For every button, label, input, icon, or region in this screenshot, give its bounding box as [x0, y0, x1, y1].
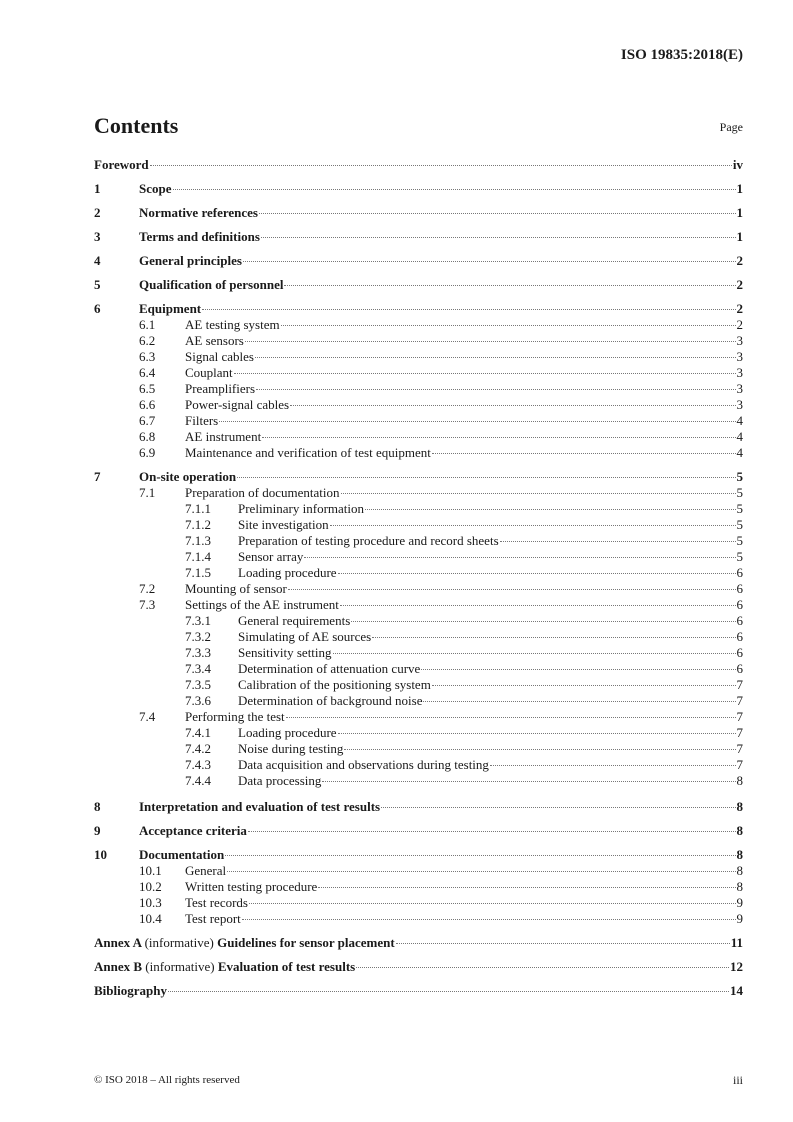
toc-entry-title-text: Couplant: [185, 365, 233, 380]
toc-entry[interactable]: [94, 757, 743, 773]
toc-entry-title: [185, 445, 431, 461]
dot-leader: [237, 477, 735, 478]
toc-entry-title-text: Preliminary information: [238, 501, 365, 516]
toc-entry-page: 11: [730, 935, 743, 950]
toc-entry-title: [185, 397, 289, 413]
toc-entry-page: iv: [732, 157, 743, 172]
dot-leader: [249, 903, 736, 904]
toc-entry-title-text: Foreword: [94, 157, 149, 172]
table-of-contents: [94, 157, 743, 999]
dot-leader: [333, 653, 736, 654]
toc-entry-number: 7.4: [139, 709, 156, 724]
toc-entry[interactable]: [94, 597, 743, 613]
page-column-label: Page: [719, 120, 743, 134]
toc-entry-title: [139, 205, 258, 221]
toc-entry-title: [139, 277, 283, 293]
toc-entry-page: 6: [736, 581, 743, 596]
dot-leader: [322, 781, 735, 782]
toc-entry-title: [94, 935, 395, 951]
toc-entry-title-text: On-site operation: [139, 469, 237, 484]
dot-leader: [255, 357, 736, 358]
toc-entry-title: [238, 677, 431, 693]
toc-entry-number: 7.1.1: [185, 501, 211, 516]
toc-entry-page: 4: [736, 429, 743, 444]
dot-leader: [288, 589, 736, 590]
toc-entry[interactable]: [94, 485, 743, 501]
toc-entry-title-text: AE testing system: [185, 317, 280, 332]
dot-leader: [432, 685, 736, 686]
toc-entry-title: [94, 983, 167, 999]
toc-entry-page: 6: [736, 645, 743, 660]
dot-leader: [281, 325, 736, 326]
toc-entry-page: 8: [736, 773, 743, 788]
dot-leader: [245, 341, 736, 342]
toc-entry-page: 8: [736, 799, 743, 814]
dot-leader: [341, 493, 736, 494]
toc-entry-title: [238, 757, 489, 773]
toc-entry-title: [185, 317, 280, 333]
toc-entry-title-text: Data acquisition and observations during testing: [238, 757, 489, 772]
toc-entry-page: 2: [736, 301, 743, 316]
toc-entry-page: 5: [736, 485, 743, 500]
document-id: ISO 19835:2018(E): [620, 47, 743, 63]
dot-leader: [318, 887, 735, 888]
toc-entry-title-text: Settings of the AE instrument: [185, 597, 339, 612]
toc-entry[interactable]: [94, 581, 743, 597]
toc-entry-title: [185, 863, 226, 879]
toc-entry-title-text: Mounting of sensor: [185, 581, 287, 596]
toc-entry-title-text: Calibration of the positioning system: [238, 677, 431, 692]
toc-entry-page: 9: [736, 911, 743, 926]
toc-entry-title: [185, 597, 339, 613]
dot-leader: [490, 765, 736, 766]
toc-entry-title-text: Noise during testing: [238, 741, 344, 756]
dot-leader: [338, 733, 736, 734]
toc-entry-page: 8: [736, 823, 743, 838]
dot-leader: [202, 309, 735, 310]
toc-entry-title-text: Preparation of testing procedure and record sheets: [238, 533, 499, 548]
toc-entry[interactable]: [94, 253, 743, 269]
toc-entry[interactable]: [94, 863, 743, 879]
toc-entry-number: 5: [94, 277, 101, 292]
toc-entry-title-text: Documentation: [139, 847, 225, 862]
toc-entry[interactable]: [94, 725, 743, 741]
toc-entry[interactable]: [94, 773, 743, 789]
toc-entry-title: [185, 485, 340, 501]
toc-entry-title-text: Qualification of personnel: [139, 277, 284, 292]
toc-entry-title: [139, 799, 380, 815]
dot-leader: [356, 967, 729, 968]
toc-entry-page: 6: [736, 661, 743, 676]
toc-entry-title: [238, 549, 303, 565]
toc-entry-title-text: Preparation of documentation: [185, 485, 340, 500]
toc-entry-page: 7: [736, 741, 743, 756]
toc-entry-number: 10.2: [139, 879, 162, 894]
page-number: iii: [732, 1073, 743, 1087]
toc-entry-page: 2: [736, 277, 743, 292]
toc-entry-page: 4: [736, 445, 743, 460]
toc-entry[interactable]: [94, 677, 743, 693]
toc-entry-title: [185, 895, 248, 911]
toc-entry-title-text: Site investigation: [238, 517, 329, 532]
dot-leader: [150, 165, 732, 166]
toc-entry-page: 1: [736, 205, 743, 220]
toc-entry-title-text: Preamplifiers: [185, 381, 256, 396]
toc-entry[interactable]: [94, 565, 743, 581]
toc-entry-page: 3: [736, 333, 743, 348]
toc-entry-number: 8: [94, 799, 101, 814]
toc-entry-title-text: Data processing: [238, 773, 322, 788]
toc-entry-page: 3: [736, 349, 743, 364]
toc-entry-number: 7.4.2: [185, 741, 211, 756]
toc-entry-number: 7.1.3: [185, 533, 211, 548]
toc-entry-number: 7.4.4: [185, 773, 211, 788]
toc-entry-page: 5: [736, 517, 743, 532]
toc-entry[interactable]: [94, 205, 743, 221]
toc-entry[interactable]: [94, 317, 743, 333]
toc-entry-number: 6.5: [139, 381, 156, 396]
dot-leader: [432, 453, 736, 454]
toc-entry[interactable]: [94, 469, 743, 485]
dot-leader: [173, 189, 736, 190]
toc-entry[interactable]: [94, 661, 743, 677]
toc-entry-page: 3: [736, 397, 743, 412]
toc-entry-title: [238, 725, 337, 741]
toc-entry-number: 10: [94, 847, 107, 862]
toc-entry-title: [139, 181, 172, 197]
dot-leader: [344, 749, 735, 750]
toc-entry-title-text: Acceptance criteria: [139, 823, 247, 838]
toc-entry[interactable]: [94, 445, 743, 461]
dot-leader: [365, 509, 735, 510]
toc-entry-title: [94, 959, 355, 975]
toc-entry-title: [238, 629, 371, 645]
toc-entry-page: 14: [730, 983, 743, 998]
toc-entry-page: 6: [736, 597, 743, 612]
toc-entry-title: [185, 349, 254, 365]
toc-entry-number: 7.4.1: [185, 725, 211, 740]
toc-entry-title-text: Determination of attenuation curve: [238, 661, 421, 676]
toc-entry-page: 3: [736, 365, 743, 380]
toc-entry-title-text: General: [185, 863, 227, 878]
toc-entry[interactable]: [94, 301, 743, 317]
toc-entry-number: 2: [94, 205, 101, 220]
toc-entry[interactable]: [94, 741, 743, 757]
toc-entry[interactable]: [94, 181, 743, 197]
annex-note: (informative): [144, 935, 214, 950]
annex-label: Annex B: [94, 959, 143, 974]
toc-entry[interactable]: [94, 847, 743, 863]
dot-leader: [227, 871, 735, 872]
toc-entry-title-text: Bibliography: [94, 983, 167, 998]
toc-entry[interactable]: [94, 799, 743, 815]
toc-entry-number: 7.3.4: [185, 661, 211, 676]
dot-leader: [284, 285, 735, 286]
toc-entry[interactable]: [94, 693, 743, 709]
toc-entry-number: 7.3: [139, 597, 156, 612]
toc-entry-title-text: Sensor array: [238, 549, 304, 564]
toc-entry-number: 10.4: [139, 911, 162, 926]
dot-leader: [248, 831, 736, 832]
toc-entry-number: 6.6: [139, 397, 156, 412]
toc-entry-number: 3: [94, 229, 101, 244]
toc-entry[interactable]: [94, 823, 743, 839]
toc-entry-page: 2: [736, 253, 743, 268]
toc-entry-number: 7.3.2: [185, 629, 211, 644]
toc-entry[interactable]: [94, 229, 743, 245]
dot-leader: [423, 701, 735, 702]
toc-entry-number: 10.1: [139, 863, 162, 878]
toc-entry-title-text: Equipment: [139, 301, 202, 316]
dot-leader: [219, 421, 735, 422]
toc-entry-title: [185, 413, 218, 429]
toc-entry-title: [238, 517, 329, 533]
toc-entry-title: [185, 381, 255, 397]
dot-leader: [338, 573, 736, 574]
toc-entry-title-text: General requirements: [238, 613, 351, 628]
dot-leader: [242, 919, 736, 920]
dot-leader: [290, 405, 735, 406]
toc-entry-title: [185, 879, 317, 895]
toc-entry-title-text: Maintenance and verification of test equipment: [185, 445, 431, 460]
toc-entry-number: 6.3: [139, 349, 156, 364]
toc-entry-title-text: Written testing procedure: [185, 879, 318, 894]
toc-entry-title: [139, 253, 242, 269]
toc-entry-title: [238, 661, 420, 677]
toc-entry-title: [139, 823, 247, 839]
copyright-footer: © ISO 2018 – All rights reserved: [94, 1074, 240, 1086]
toc-entry-number: 4: [94, 253, 101, 268]
toc-entry-title: [185, 365, 233, 381]
toc-entry-page: 5: [736, 501, 743, 516]
toc-entry-title: [238, 565, 337, 581]
dot-leader: [340, 605, 736, 606]
toc-entry-title-text: Evaluation of test results: [217, 959, 356, 974]
toc-entry[interactable]: [94, 349, 743, 365]
toc-entry-page: 1: [736, 181, 743, 196]
toc-entry[interactable]: [94, 157, 743, 173]
toc-entry[interactable]: [94, 911, 743, 927]
toc-entry-number: 9: [94, 823, 101, 838]
toc-entry-page: 7: [736, 725, 743, 740]
dot-leader: [262, 437, 735, 438]
toc-entry-page: 3: [736, 381, 743, 396]
toc-entry[interactable]: [94, 429, 743, 445]
annex-label: Annex A: [94, 935, 142, 950]
annex-note: (informative): [145, 959, 215, 974]
dot-leader: [500, 541, 736, 542]
toc-entry-title-text: Performing the test: [185, 709, 285, 724]
toc-entry-page: 5: [736, 469, 743, 484]
toc-entry-number: 7.3.6: [185, 693, 211, 708]
toc-entry-number: 1: [94, 181, 101, 196]
toc-entry-number: 6: [94, 301, 101, 316]
toc-entry-title: [238, 741, 343, 757]
toc-entry-title: [185, 333, 244, 349]
toc-entry-page: 8: [736, 847, 743, 862]
toc-entry-title: [185, 429, 261, 445]
toc-entry[interactable]: [94, 629, 743, 645]
toc-entry-page: 7: [736, 709, 743, 724]
toc-entry[interactable]: [94, 879, 743, 895]
toc-entry[interactable]: [94, 501, 743, 517]
toc-entry-title: [185, 911, 241, 927]
toc-entry[interactable]: [94, 277, 743, 293]
toc-entry-page: 5: [736, 533, 743, 548]
toc-entry-page: 12: [730, 959, 743, 974]
dot-leader: [372, 637, 735, 638]
toc-entry-title: [185, 581, 287, 597]
toc-entry-page: 8: [736, 879, 743, 894]
dot-leader: [261, 237, 736, 238]
toc-entry-page: 7: [736, 677, 743, 692]
toc-entry-title: [139, 229, 260, 245]
toc-entry-page: 6: [736, 629, 743, 644]
toc-entry-title-text: Terms and definitions: [139, 229, 260, 244]
toc-entry-title-text: General principles: [139, 253, 242, 268]
dot-leader: [234, 373, 736, 374]
toc-entry-number: 6.1: [139, 317, 156, 332]
toc-entry[interactable]: [94, 895, 743, 911]
dot-leader: [168, 991, 729, 992]
toc-entry-page: 8: [736, 863, 743, 878]
toc-entry[interactable]: [94, 413, 743, 429]
toc-entry-number: 10.3: [139, 895, 162, 910]
toc-entry-title-text: Scope: [139, 181, 172, 196]
dot-leader: [304, 557, 735, 558]
dot-leader: [421, 669, 735, 670]
toc-entry[interactable]: [94, 517, 743, 533]
toc-entry-number: 7: [94, 469, 101, 484]
toc-entry-number: 6.8: [139, 429, 156, 444]
toc-entry-title-text: Interpretation and evaluation of test results: [139, 799, 381, 814]
toc-entry[interactable]: [94, 381, 743, 397]
dot-leader: [256, 389, 735, 390]
toc-entry[interactable]: [94, 983, 743, 999]
toc-entry-page: 9: [736, 895, 743, 910]
toc-entry-title-text: Power-signal cables: [185, 397, 290, 412]
toc-entry-title-text: Signal cables: [185, 349, 254, 364]
toc-entry[interactable]: [94, 365, 743, 381]
toc-entry-number: 7.3.5: [185, 677, 211, 692]
toc-entry-title: [139, 469, 236, 485]
toc-entry-number: 7.1: [139, 485, 156, 500]
toc-entry[interactable]: [94, 613, 743, 629]
toc-entry-title-text: Simulating of AE sources: [238, 629, 372, 644]
toc-entry[interactable]: [94, 533, 743, 549]
toc-entry-title: [94, 157, 149, 173]
toc-entry[interactable]: [94, 645, 743, 661]
toc-entry-number: 7.2: [139, 581, 156, 596]
toc-entry-page: 2: [736, 317, 743, 332]
toc-entry-title: [185, 709, 285, 725]
toc-entry-title-text: Test records: [185, 895, 248, 910]
toc-entry-page: 5: [736, 549, 743, 564]
toc-entry-number: 7.1.2: [185, 517, 211, 532]
toc-entry-title-text: Loading procedure: [238, 565, 337, 580]
toc-entry-title: [238, 501, 364, 517]
page-title: Contents: [94, 113, 179, 138]
toc-entry-page: 7: [736, 693, 743, 708]
toc-entry[interactable]: [94, 959, 743, 975]
toc-entry-title: [238, 773, 321, 789]
dot-leader: [225, 855, 735, 856]
toc-entry-title-text: Test report: [185, 911, 241, 926]
toc-entry[interactable]: [94, 935, 743, 951]
toc-entry-page: 4: [736, 413, 743, 428]
toc-entry-title-text: Filters: [185, 413, 219, 428]
toc-entry-title: [238, 533, 499, 549]
toc-entry-number: 6.4: [139, 365, 156, 380]
toc-entry-number: 6.9: [139, 445, 156, 460]
toc-entry-title-text: AE instrument: [185, 429, 262, 444]
toc-entry-title-text: Loading procedure: [238, 725, 337, 740]
toc-entry-title-text: AE sensors: [185, 333, 244, 348]
toc-entry-title: [238, 693, 422, 709]
toc-entry-title-text: Guidelines for sensor placement: [217, 935, 395, 950]
dot-leader: [351, 621, 735, 622]
toc-entry-title: [238, 613, 350, 629]
toc-entry[interactable]: [94, 549, 743, 565]
dot-leader: [243, 261, 736, 262]
dot-leader: [330, 525, 736, 526]
toc-entry-page: 6: [736, 565, 743, 580]
toc-entry-title-text: Determination of background noise: [238, 693, 423, 708]
toc-entry-number: 7.1.5: [185, 565, 211, 580]
toc-entry-number: 7.3.1: [185, 613, 211, 628]
toc-entry[interactable]: [94, 709, 743, 725]
toc-entry[interactable]: [94, 333, 743, 349]
toc-entry-title: [139, 301, 201, 317]
toc-entry-title-text: Normative references: [139, 205, 258, 220]
toc-entry-number: 7.1.4: [185, 549, 211, 564]
dot-leader: [259, 213, 736, 214]
toc-entry[interactable]: [94, 397, 743, 413]
toc-entry-title: [238, 645, 332, 661]
toc-entry-page: 6: [736, 613, 743, 628]
toc-entry-number: 6.7: [139, 413, 156, 428]
toc-entry-page: 7: [736, 757, 743, 772]
toc-entry-number: 7.4.3: [185, 757, 211, 772]
toc-entry-page: 1: [736, 229, 743, 244]
toc-entry-number: 6.2: [139, 333, 156, 348]
dot-leader: [381, 807, 735, 808]
toc-entry-title-text: Sensitivity setting: [238, 645, 332, 660]
toc-entry-title: [139, 847, 224, 863]
dot-leader: [396, 943, 730, 944]
toc-entry-number: 7.3.3: [185, 645, 211, 660]
dot-leader: [286, 717, 736, 718]
